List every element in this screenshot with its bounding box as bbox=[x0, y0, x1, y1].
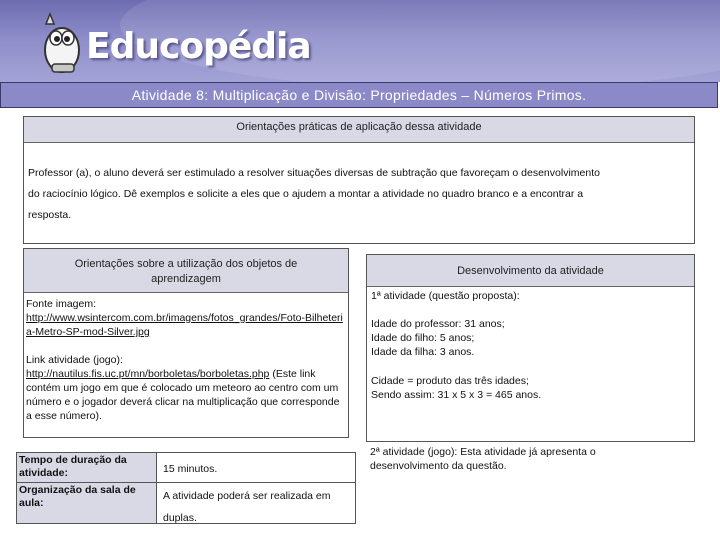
practical-guidelines-heading: Orientações práticas de aplicação dessa atividade bbox=[24, 117, 694, 143]
activity1-title: 1ª atividade (questão proposta): bbox=[371, 290, 520, 302]
practical-line-2: do raciocínio lógico. Dê exemplos e solicite a eles que o ajudem a montar a atividade no quadro branco e a encontrar a bbox=[28, 188, 584, 200]
image-source-label: Fonte imagem: bbox=[26, 298, 97, 310]
development-heading: Desenvolvimento da atividade bbox=[367, 255, 694, 287]
header-banner bbox=[0, 0, 720, 82]
daughter-age: Idade da filha: 3 anos. bbox=[371, 346, 475, 358]
activity2-text: 2ª atividade (jogo): Esta atividade já apresenta o desenvolvimento da questão. bbox=[370, 446, 596, 472]
learning-objects-body bbox=[24, 293, 348, 423]
activity-title: Atividade 8: Multiplicação e Divisão: Propriedades – Números Primos. bbox=[131, 87, 587, 103]
duration-organization-table bbox=[16, 452, 356, 524]
practical-guidelines-box bbox=[23, 116, 695, 244]
duration-label-cell bbox=[17, 453, 157, 483]
mascot-icon bbox=[34, 8, 90, 78]
development-box bbox=[366, 254, 695, 442]
organization-value-cell bbox=[157, 483, 355, 523]
logo-text: Educopédia bbox=[86, 26, 311, 67]
practical-guidelines-text bbox=[24, 143, 694, 226]
son-age: Idade do filho: 5 anos; bbox=[371, 332, 475, 344]
development-body bbox=[367, 287, 694, 402]
image-source-link[interactable]: http://www.wsintercom.com.br/imagens/fotos_grandes/Foto-Bilheteria-Metro-SP-mod-Silver.jpg bbox=[26, 312, 343, 338]
learning-objects-box bbox=[23, 248, 349, 438]
activity-title-bar bbox=[0, 82, 718, 108]
duration-label: Tempo de duração da atividade: bbox=[19, 454, 127, 479]
organization-value: A atividade poderá ser realizada em duplas. bbox=[163, 490, 331, 524]
activity-game-link[interactable]: http://nautilus.fis.uc.pt/mn/borboletas/borboletas.php bbox=[26, 368, 270, 380]
duration-value: 15 minutos. bbox=[163, 463, 218, 475]
organization-label: Organização da sala de aula: bbox=[19, 484, 136, 509]
practical-line-1: Professor (a), o aluno deverá ser estimulado a resolver situações diversas de subtração que favoreçam o desenvolvimento bbox=[28, 167, 600, 179]
city-product: Cidade = produto das três idades; bbox=[371, 375, 529, 387]
learning-objects-heading: Orientações sobre a utilização dos objetos de aprendizagem bbox=[24, 249, 348, 293]
duration-value-cell bbox=[157, 453, 355, 483]
teacher-age: Idade do professor: 31 anos; bbox=[371, 318, 505, 330]
activity-link-label: Link atividade (jogo): bbox=[26, 354, 123, 366]
organization-label-cell bbox=[17, 483, 157, 523]
activity-link-description: (Este link contém um jogo em que é colocado um meteoro ao centro com um número e o jogador deverá clicar na multiplicação que corresponde a esse número). bbox=[26, 368, 340, 422]
calculation-result: Sendo assim: 31 x 5 x 3 = 465 anos. bbox=[371, 389, 542, 401]
practical-line-3: resposta. bbox=[28, 209, 72, 221]
